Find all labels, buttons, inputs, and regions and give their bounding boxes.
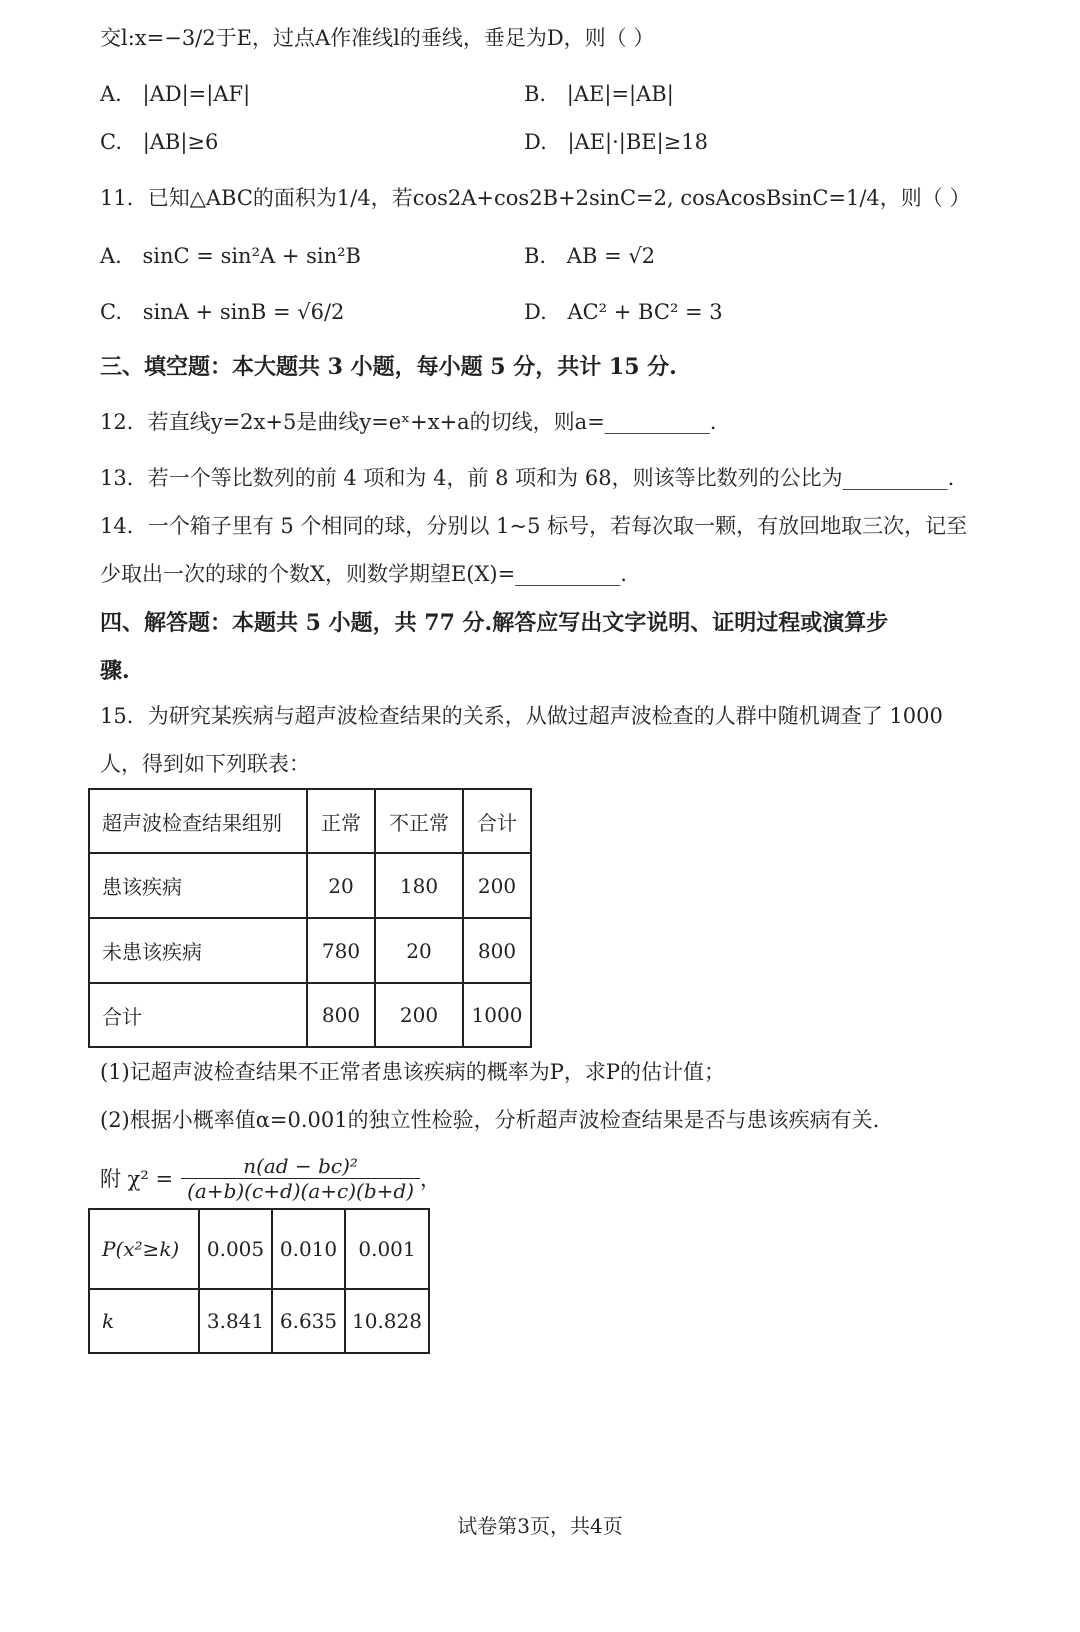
option-text: sinC = sin²A + sin²B <box>142 244 361 268</box>
section3-heading: 三、填空题：本大题共 3 小题，每小题 5 分，共计 15 分. <box>100 354 677 380</box>
table-cell: 患该疾病 <box>89 853 307 918</box>
table-cell: 200 <box>375 983 463 1047</box>
q11-option-b <box>524 244 655 269</box>
table-cell: 3.841 <box>199 1289 272 1353</box>
q10-option-d <box>524 130 708 155</box>
formula-denominator: (a+b)(c+d)(a+c)(b+d) <box>181 1178 420 1203</box>
table-cell: 20 <box>307 853 375 918</box>
q10-option-b <box>524 82 674 107</box>
table-row-label: P(x²≥k) <box>89 1209 199 1289</box>
table-cell: 未患该疾病 <box>89 918 307 983</box>
option-label: A. <box>100 82 122 106</box>
option-text: |AB|≥6 <box>142 130 219 154</box>
option-label: D. <box>524 130 547 154</box>
q11-stem: 11．已知△ABC的面积为1/4，若cos2A+cos2B+2sinC=2, cosAcosBsinC=1/4，则（ ） <box>100 186 971 210</box>
option-label: D. <box>524 300 547 324</box>
q14-line1: 14．一个箱子里有 5 个相同的球，分别以 1~5 标号，若每次取一颗，有放回地取三次，记至 <box>100 514 968 538</box>
critical-value-table <box>88 1208 430 1354</box>
option-text: |AE|·|BE|≥18 <box>567 130 709 154</box>
table-row <box>89 1209 429 1289</box>
q10-option-c <box>100 130 218 155</box>
table-cell: 200 <box>463 853 531 918</box>
table-cell: 0.005 <box>199 1209 272 1289</box>
q15-line1: 15．为研究某疾病与超声波检查结果的关系，从做过超声波检查的人群中随机调查了 1000 <box>100 704 943 728</box>
q15-part2: (2)根据小概率值α=0.001的独立性检验，分析超声波检查结果是否与患该疾病有关. <box>100 1108 880 1132</box>
formula-prefix: 附 χ² = <box>100 1167 174 1191</box>
q10-intro: 交l:x=−3/2于E，过点A作准线l的垂线，垂足为D，则（ ） <box>100 26 655 50</box>
q15-part1: (1)记超声波检查结果不正常者患该疾病的概率为P，求P的估计值； <box>100 1060 726 1084</box>
formula-numerator: n(ad − bc)² <box>243 1153 358 1178</box>
table-cell: 0.001 <box>345 1209 429 1289</box>
formula-suffix: ， <box>420 1167 442 1191</box>
option-text: |AD|=|AF| <box>142 82 251 106</box>
table-cell: 780 <box>307 918 375 983</box>
table-header-row <box>89 789 531 853</box>
q11-option-a <box>100 244 361 269</box>
option-text: sinA + sinB = √6/2 <box>142 300 345 324</box>
table-cell: 6.635 <box>272 1289 345 1353</box>
table-cell: 合计 <box>89 983 307 1047</box>
q11-option-d <box>524 300 723 325</box>
option-label: C. <box>100 300 122 324</box>
table-cell: 1000 <box>463 983 531 1047</box>
option-text: |AE|=|AB| <box>566 82 674 106</box>
section4-heading-line1: 四、解答题：本题共 5 小题，共 77 分.解答应写出文字说明、证明过程或演算步 <box>100 610 889 636</box>
q10-option-a <box>100 82 250 107</box>
option-label: B. <box>524 244 547 268</box>
table-cell: 800 <box>463 918 531 983</box>
table-row <box>89 1289 429 1353</box>
q11-option-c <box>100 300 344 325</box>
option-text: AB = √2 <box>566 244 656 268</box>
table-header-cell: 合计 <box>463 789 531 853</box>
q13-text: 13．若一个等比数列的前 4 项和为 4，前 8 项和为 68，则该等比数列的公比为__________. <box>100 466 955 490</box>
table-cell: 20 <box>375 918 463 983</box>
option-label: A. <box>100 244 122 268</box>
page-footer: 试卷第3页，共4页 <box>457 1514 623 1538</box>
table-row <box>89 853 531 918</box>
section4-heading-line2: 骤. <box>100 658 130 684</box>
table-header-cell: 不正常 <box>375 789 463 853</box>
table-row <box>89 918 531 983</box>
table-cell: 180 <box>375 853 463 918</box>
table-header-cell: 正常 <box>307 789 375 853</box>
table-row <box>89 983 531 1047</box>
option-text: AC² + BC² = 3 <box>567 300 723 324</box>
table-cell: 0.010 <box>272 1209 345 1289</box>
table-row-label: k <box>89 1289 199 1353</box>
chi-square-formula <box>100 1150 441 1206</box>
table-header-cell: 超声波检查结果组别 <box>89 789 307 853</box>
q14-line2: 少取出一次的球的个数X，则数学期望E(X)=__________. <box>100 562 627 586</box>
contingency-table <box>88 788 532 1048</box>
formula-fraction <box>181 1154 420 1203</box>
table-cell: 800 <box>307 983 375 1047</box>
q12-text: 12．若直线y=2x+5是曲线y=eˣ+x+a的切线，则a=__________. <box>100 410 717 434</box>
table-cell: 10.828 <box>345 1289 429 1353</box>
option-label: C. <box>100 130 122 154</box>
option-label: B. <box>524 82 547 106</box>
q15-line2: 人，得到如下列联表： <box>100 752 310 776</box>
